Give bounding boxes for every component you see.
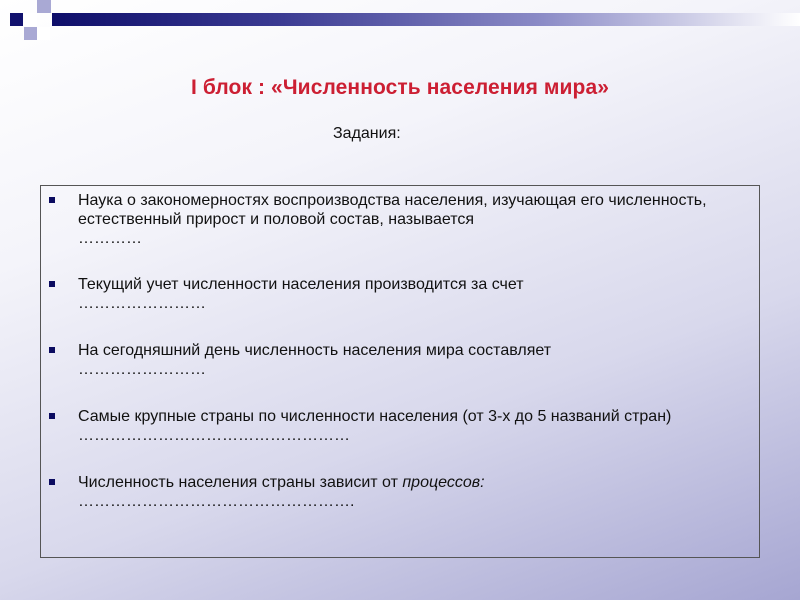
bullet-icon	[49, 281, 55, 287]
corner-square-dark-1	[10, 13, 23, 26]
task-item	[78, 275, 758, 313]
bullet-icon	[49, 197, 55, 203]
task-text: Текущий учет численности населения производится за счет	[78, 276, 524, 293]
bullet-icon	[49, 413, 55, 419]
task-emphasis: процессов:	[402, 474, 485, 491]
task-text: Численность населения страны зависит от	[78, 474, 398, 491]
task-text: На сегодняшний день численность населения мира составляет	[78, 342, 552, 359]
corner-square-light-1	[37, 0, 51, 13]
tasks-box	[40, 185, 760, 558]
task-item	[78, 341, 758, 379]
task-blank: …………	[78, 230, 142, 247]
task-item	[78, 407, 758, 445]
task-item	[78, 473, 758, 511]
task-blank: …………………………………………….	[78, 493, 355, 510]
bullet-icon	[49, 479, 55, 485]
task-item	[78, 191, 758, 248]
slide-title: I блок : «Численность населения мира»	[190, 76, 610, 99]
task-blank: ……………………	[78, 295, 206, 312]
slide-subtitle: Задания:	[333, 125, 401, 142]
task-blank: ……………………	[78, 361, 206, 378]
bullet-icon	[49, 347, 55, 353]
task-text: Самые крупные страны по численности населения (от 3-х до 5 названий стран) ……………………………………………	[78, 408, 672, 444]
header-bar	[52, 13, 800, 26]
corner-square-light-2	[24, 27, 37, 40]
task-text: Наука о закономерностях воспроизводства населения, изучающая его численность, естественный прирост и половой состав, называется	[78, 192, 707, 228]
corner-square-white-1	[24, 13, 37, 26]
corner-square-white-2	[37, 27, 50, 40]
